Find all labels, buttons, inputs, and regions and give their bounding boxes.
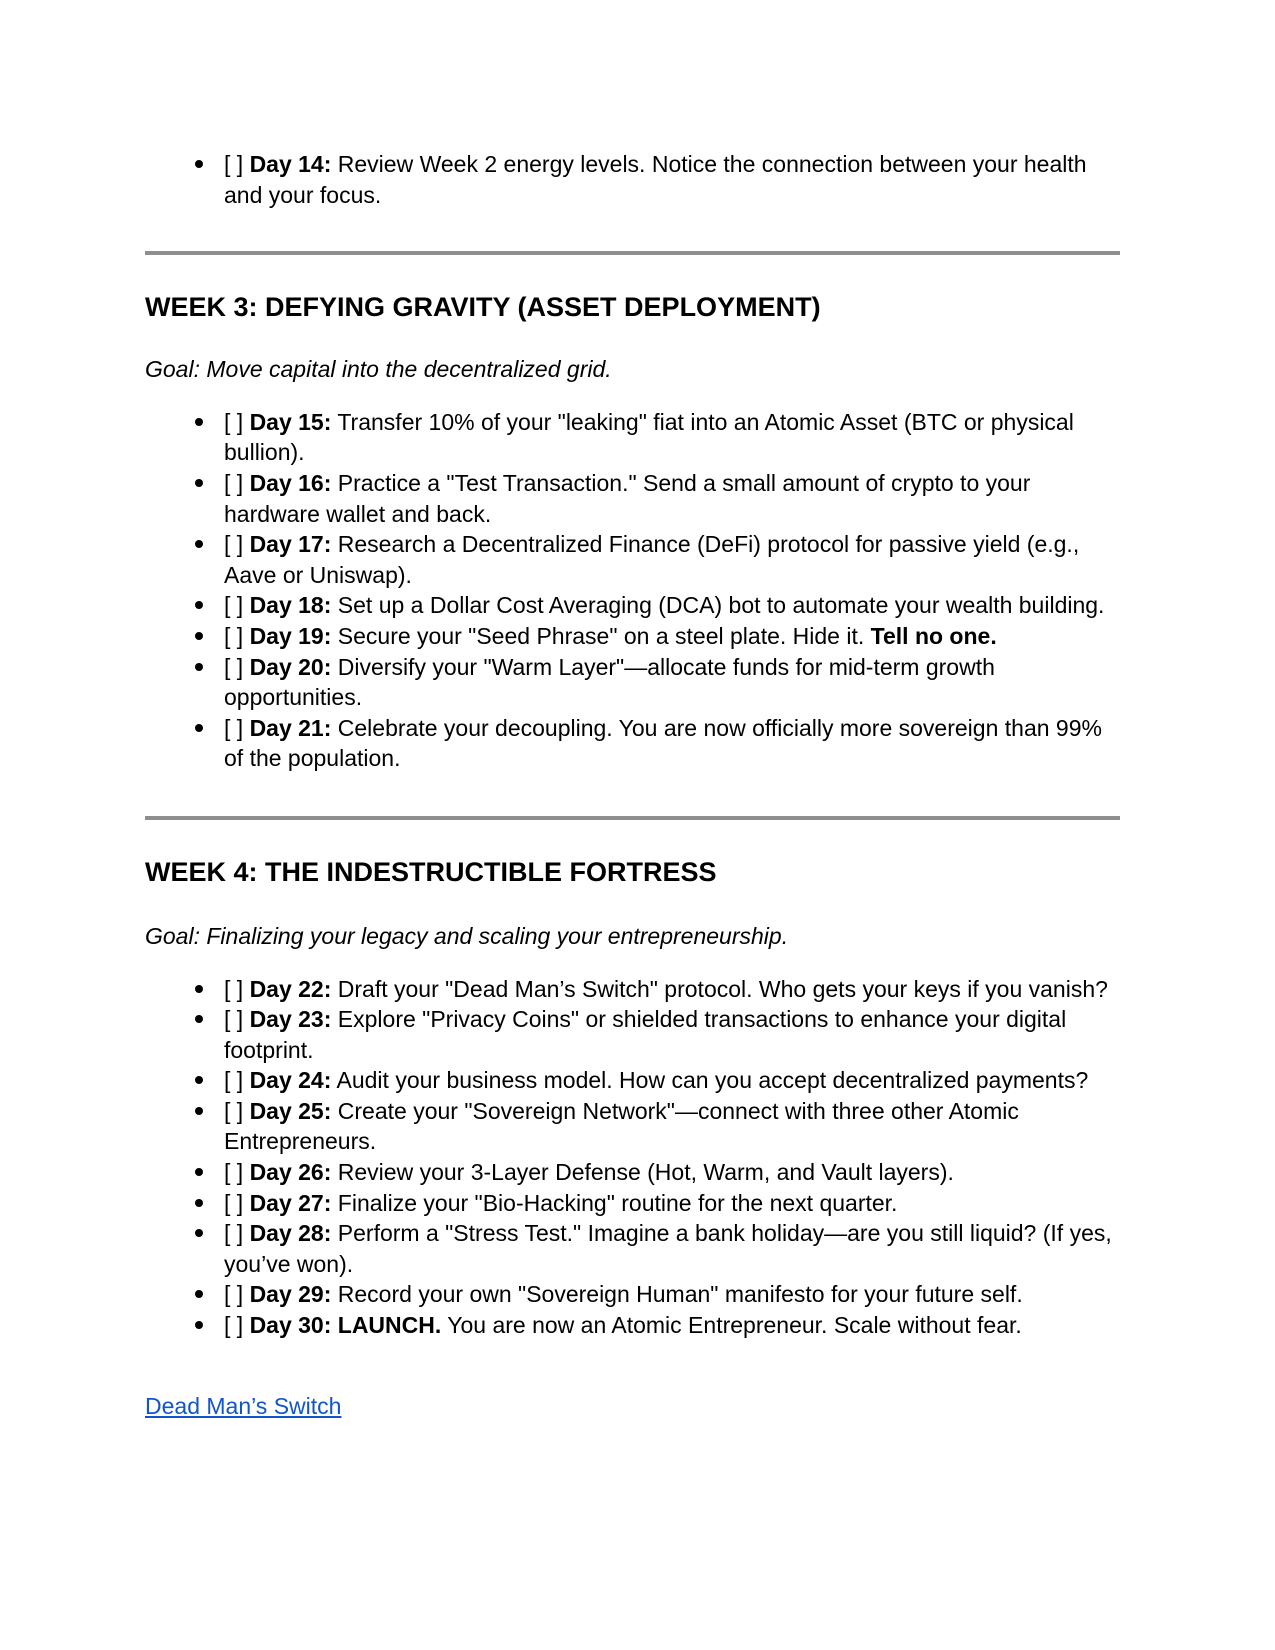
week4-heading: WEEK 4: THE INDESTRUCTIBLE FORTRESS xyxy=(145,856,717,887)
checkbox-brackets: [ ] xyxy=(224,592,250,619)
checklist-item xyxy=(224,974,1120,1005)
item-text: Diversify your "Warm Layer"—allocate funds for mid-term growth opportunities. xyxy=(224,653,995,711)
checkbox-brackets: [ ] xyxy=(224,653,250,680)
day-label: Day 26: xyxy=(249,1159,332,1186)
item-text: Review Week 2 energy levels. Notice the connection between your health and your focus. xyxy=(224,151,1087,208)
day-label: Day 27: xyxy=(249,1189,332,1216)
item-text: You are now an Atomic Entrepreneur. Scale without fear. xyxy=(441,1312,1022,1339)
checkbox-brackets: [ ] xyxy=(224,1006,250,1033)
checklist-item xyxy=(224,652,1120,713)
section-divider xyxy=(145,251,1120,255)
checkbox-brackets: [ ] xyxy=(224,1189,250,1216)
item-text: Celebrate your decoupling. You are now officially more sovereign than 99% of the population. xyxy=(224,714,1102,772)
item-text: Audit your business model. How can you accept decentralized payments? xyxy=(331,1067,1089,1094)
day-label: Day 19: xyxy=(249,622,332,649)
checkbox-brackets: [ ] xyxy=(224,1281,250,1308)
item-text: Record your own "Sovereign Human" manifesto for your future self. xyxy=(331,1281,1023,1308)
checklist-item xyxy=(224,407,1120,468)
item-text: Finalize your "Bio-Hacking" routine for the next quarter. xyxy=(331,1189,898,1216)
day-label: Day 28: xyxy=(249,1220,332,1247)
item-text: Practice a "Test Transaction." Send a small amount of crypto to your hardware wallet and back. xyxy=(224,469,1031,527)
checklist-item xyxy=(224,590,1120,621)
item-text: Transfer 10% of your "leaking" fiat into an Atomic Asset (BTC or physical bullion). xyxy=(224,408,1074,466)
checklist-item xyxy=(224,713,1120,774)
day-label: Day 30: LAUNCH. xyxy=(249,1312,442,1339)
week4-goal: Goal: Finalizing your legacy and scaling your entrepreneurship. xyxy=(145,922,789,949)
week3-goal: Goal: Move capital into the decentralized grid. xyxy=(145,356,612,383)
item-text: Secure your "Seed Phrase" on a steel plate. Hide it. xyxy=(331,622,871,649)
link-paragraph xyxy=(145,1391,1120,1422)
dead-mans-switch-link[interactable]: Dead Man’s Switch xyxy=(145,1392,342,1419)
checklist-item xyxy=(224,1188,1120,1219)
day-label: Day 23: xyxy=(249,1006,332,1033)
checkbox-brackets: [ ] xyxy=(224,975,250,1002)
item-text: Perform a "Stress Test." Imagine a bank holiday—are you still liquid? (If yes, you’ve won). xyxy=(224,1220,1112,1277)
day-label: Day 29: xyxy=(249,1281,332,1308)
checkbox-brackets: [ ] xyxy=(224,714,250,741)
day-label: Day 17: xyxy=(249,531,332,558)
day-label: Day 20: xyxy=(249,653,332,680)
checkbox-brackets: [ ] xyxy=(224,1159,250,1186)
checkbox-brackets: [ ] xyxy=(224,1312,250,1339)
item-text: Create your "Sovereign Network"—connect with three other Atomic Entrepreneurs. xyxy=(224,1097,1019,1155)
checkbox-brackets: [ ] xyxy=(224,469,250,496)
checklist-week3 xyxy=(145,407,1120,774)
item-text: Draft your "Dead Man’s Switch" protocol. Who gets your keys if you vanish? xyxy=(331,975,1108,1002)
checkbox-brackets: [ ] xyxy=(224,622,250,649)
day-label: Day 16: xyxy=(249,469,332,496)
day-label: Day 15: xyxy=(249,408,332,435)
day-label: Day 21: xyxy=(249,714,332,741)
checkbox-brackets: [ ] xyxy=(224,1097,250,1124)
checklist-item xyxy=(224,1279,1120,1310)
item-text: Set up a Dollar Cost Averaging (DCA) bot to automate your wealth building. xyxy=(331,592,1105,619)
checklist-item xyxy=(224,1096,1120,1157)
week3-heading: WEEK 3: DEFYING GRAVITY (ASSET DEPLOYMENT) xyxy=(145,292,821,323)
checklist-item xyxy=(224,468,1120,529)
day-label: Day 14: xyxy=(249,151,332,177)
day-label: Day 22: xyxy=(249,975,332,1002)
item-bold-text: Tell no one. xyxy=(870,622,997,649)
section-divider xyxy=(145,816,1120,820)
checklist-item xyxy=(224,1310,1120,1341)
checkbox-brackets: [ ] xyxy=(224,151,250,177)
checkbox-brackets: [ ] xyxy=(224,408,250,435)
item-text: Review your 3-Layer Defense (Hot, Warm, and Vault layers). xyxy=(331,1159,954,1186)
checklist-item xyxy=(224,529,1120,590)
checklist-week4 xyxy=(145,974,1120,1341)
checklist-item xyxy=(224,149,1120,210)
item-text: Explore "Privacy Coins" or shielded transactions to enhance your digital footprint. xyxy=(224,1006,1067,1063)
checkbox-brackets: [ ] xyxy=(224,1220,250,1247)
day-label: Day 18: xyxy=(249,592,332,619)
checklist-item xyxy=(224,621,1120,652)
checklist-item xyxy=(224,1065,1120,1096)
checklist-item xyxy=(224,1004,1120,1065)
document-content xyxy=(145,0,1120,1421)
checklist-item xyxy=(224,1157,1120,1188)
checkbox-brackets: [ ] xyxy=(224,531,250,558)
checkbox-brackets: [ ] xyxy=(224,1067,250,1094)
checklist-week2-tail xyxy=(145,149,1120,210)
item-text: Research a Decentralized Finance (DeFi) protocol for passive yield (e.g., Aave or Uniswap). xyxy=(224,531,1080,588)
day-label: Day 24: xyxy=(249,1067,332,1094)
checklist-item xyxy=(224,1218,1120,1279)
day-label: Day 25: xyxy=(249,1097,332,1124)
